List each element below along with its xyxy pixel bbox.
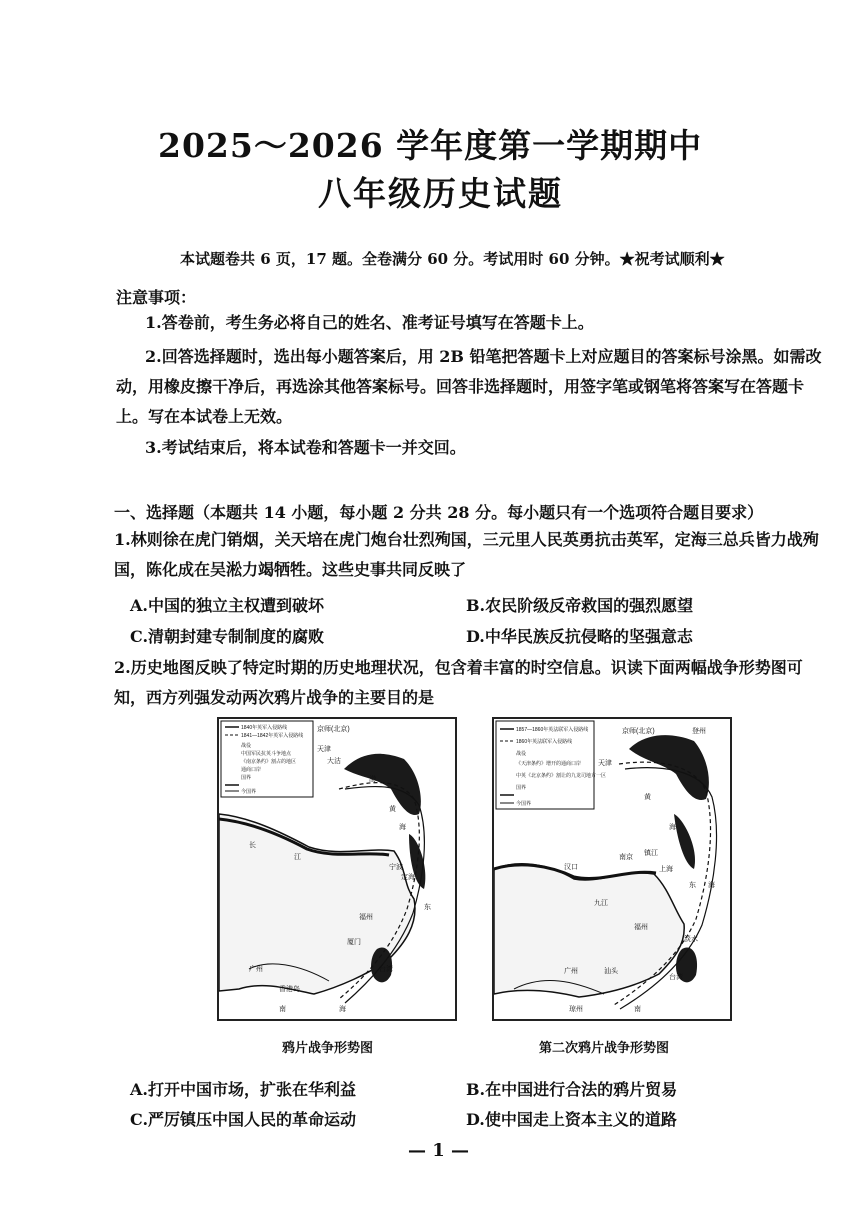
opium-war-map bbox=[217, 717, 457, 1021]
map2-legend-4: 中英《北京条约》割让的九龙司地方一区 bbox=[516, 773, 607, 779]
second-opium-war-map bbox=[492, 717, 732, 1021]
map1-caption: 鸦片战争形势图 bbox=[282, 1041, 374, 1056]
exam-subtitle: 八年级历史试题 bbox=[318, 174, 563, 213]
map1-place-3: 黄 bbox=[389, 806, 396, 813]
map1-place-5: 海 bbox=[399, 824, 406, 831]
map2-place-1: 天津 bbox=[598, 760, 612, 767]
map1-place-9: 定海 bbox=[401, 874, 415, 881]
map2-place-18: 南 bbox=[634, 1006, 641, 1013]
map1-place-14: 台湾 bbox=[379, 966, 393, 973]
map2-place-9: 上海 bbox=[659, 866, 673, 873]
q1-option-b: B.农民阶级反帝救国的强烈愿望 bbox=[466, 596, 694, 615]
map2-place-6: 九江 bbox=[594, 900, 608, 907]
map2-place-11: 海 bbox=[708, 882, 715, 889]
map1-legend-5: 通商口岸 bbox=[241, 767, 262, 773]
map1-legend-2: 战役 bbox=[241, 743, 252, 749]
q2-option-a: A.打开中国市场，扩张在华利益 bbox=[130, 1080, 356, 1099]
q1-option-c: C.清朝封建专制制度的腐败 bbox=[130, 627, 325, 646]
page-number: — 1 — bbox=[408, 1140, 470, 1161]
map2-place-5: 汉口 bbox=[564, 864, 578, 871]
map1-place-4: 渤 bbox=[369, 776, 376, 783]
map2-place-16: 汕头 bbox=[604, 968, 618, 975]
q2-option-c: C.严厉镇压中国人民的革命运动 bbox=[130, 1110, 357, 1129]
map1-place-12: 广州 bbox=[249, 966, 263, 973]
notice-item-2: 2.回答选择题时，选出每小题答案后，用 2B 铅笔把答题卡上对应题目的答案标号涂黑。如需改动，用橡皮擦干净后，再选涂其他答案标号。回答非选择题时，用签字笔或钢笔将答案写在答题卡上。写在本试卷上无效。 bbox=[116, 347, 822, 426]
map2-place-2: 登州 bbox=[692, 728, 706, 735]
map1-place-15: 南 bbox=[279, 1006, 286, 1013]
map1-legend-7: 今国界 bbox=[241, 789, 257, 795]
map1-legend-3: 中国军民抗英斗争地点 bbox=[241, 751, 292, 757]
map2-legend-3: 《天津条约》增开的通商口岸 bbox=[516, 761, 582, 767]
map2-place-3: 黄 bbox=[644, 794, 651, 801]
map1-place-2: 大沽 bbox=[327, 758, 341, 765]
q2-option-b: B.在中国进行合法的鸦片贸易 bbox=[466, 1080, 678, 1099]
map2-legend-5: 国界 bbox=[516, 785, 527, 791]
map1-place-0: 京师(北京) bbox=[317, 726, 350, 733]
map1-place-13: 香港岛 bbox=[279, 986, 300, 993]
map2-place-4: 海 bbox=[669, 824, 676, 831]
notice-item-1: 1.答卷前，考生务必将自己的姓名、准考证号填写在答题卡上。 bbox=[145, 313, 594, 332]
q1-option-a: A.中国的独立主权遭到破坏 bbox=[130, 596, 324, 615]
map1-place-6: 长 bbox=[249, 842, 256, 849]
question-1-stem: 1.林则徐在虎门销烟，关天培在虎门炮台壮烈殉国，三元里人民英勇抗击英军，定海三总兵皆力战殉国，陈化成在吴淞力竭牺牲。这些史事共同反映了 bbox=[114, 530, 819, 579]
map2-place-13: 淡水 bbox=[684, 936, 698, 943]
map2-place-0: 京师(北京) bbox=[622, 728, 655, 735]
map1-place-16: 海 bbox=[339, 1006, 346, 1013]
map1-legend-1: 1841—1842年英军入侵路线 bbox=[241, 733, 304, 739]
notice-heading: 注意事项： bbox=[116, 288, 197, 307]
exam-intro: 本试题卷共 6 页，17 题。全卷满分 60 分。考试用时 60 分钟。★祝考试顺利★ bbox=[180, 250, 725, 268]
map2-place-17: 琼州 bbox=[569, 1006, 583, 1013]
second-opium-war-map-graphic bbox=[494, 719, 730, 1019]
map2-place-10: 东 bbox=[689, 882, 696, 889]
opium-war-map-graphic bbox=[219, 719, 455, 1019]
map1-place-10: 厦门 bbox=[347, 939, 361, 946]
section-heading: 一、选择题（本题共 14 小题，每小题 2 分共 28 分。每小题只有一个选项符合题目要求） bbox=[114, 503, 764, 522]
map2-legend-2: 战役 bbox=[516, 751, 527, 757]
map1-place-17: 东 bbox=[424, 904, 431, 911]
map1-legend-0: 1840年英军入侵路线 bbox=[241, 725, 288, 731]
map1-legend-4: 《南京条约》割占的地区 bbox=[241, 759, 297, 765]
map2-place-15: 广州 bbox=[564, 968, 578, 975]
map2-legend-0: 1857—1860年英法联军入侵路线 bbox=[516, 727, 589, 733]
map1-place-1: 天津 bbox=[317, 746, 331, 753]
map2-place-12: 福州 bbox=[634, 924, 648, 931]
map1-place-11: 福州 bbox=[359, 914, 373, 921]
map1-legend-6: 国界 bbox=[241, 775, 252, 781]
notice-item-3: 3.考试结束后，将本试卷和答题卡一并交回。 bbox=[145, 438, 466, 457]
map1-place-7: 江 bbox=[294, 854, 301, 861]
map2-legend-6: 今国界 bbox=[516, 801, 532, 807]
question-2-stem: 2.历史地图反映了特定时期的历史地理状况，包含着丰富的时空信息。识读下面两幅战争形势图可知，西方列强发动两次鸦片战争的主要目的是 bbox=[114, 658, 803, 707]
map2-place-8: 镇江 bbox=[644, 850, 658, 857]
exam-title: 2025～2026 学年度第一学期期中 bbox=[158, 126, 703, 165]
map2-place-7: 南京 bbox=[619, 854, 633, 861]
map2-caption: 第二次鸦片战争形势图 bbox=[539, 1041, 670, 1056]
q1-option-d: D.中华民族反抗侵略的坚强意志 bbox=[466, 627, 693, 646]
q2-option-d: D.使中国走上资本主义的道路 bbox=[466, 1110, 677, 1129]
map2-legend-1: 1860年英法联军入侵路线 bbox=[516, 739, 573, 745]
map1-place-8: 宁波 bbox=[389, 864, 403, 871]
map2-place-14: 台湾 bbox=[669, 974, 683, 981]
